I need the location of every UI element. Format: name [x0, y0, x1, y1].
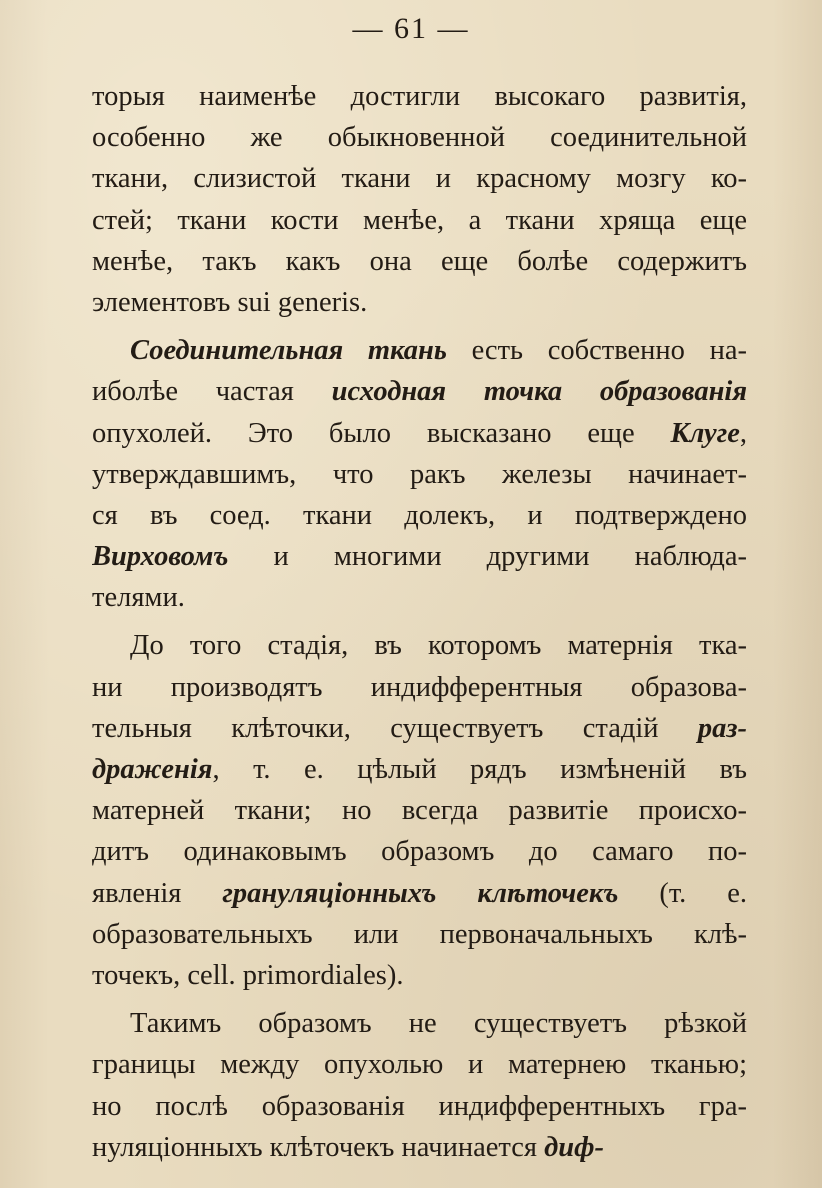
text-line — [92, 914, 747, 955]
text-line — [92, 873, 747, 914]
text-line — [92, 76, 747, 117]
text-segment: матерней ткани; но всегда развитіе происхо- — [92, 795, 747, 827]
text-line — [92, 790, 747, 831]
emphasized-text: Соединительная ткань — [130, 335, 447, 367]
emphasized-text: исходная точка образованія — [331, 376, 747, 408]
text-line — [92, 831, 747, 872]
text-segment: , — [739, 417, 747, 449]
text-line — [92, 625, 747, 666]
emphasized-text: Клуге — [670, 417, 740, 449]
text-segment: ткани, слизистой ткани и красному мозгу ко- — [92, 163, 747, 195]
text-line — [92, 749, 747, 790]
body-text — [92, 76, 747, 1168]
text-line — [92, 1003, 747, 1044]
text-segment: тельныя клѣточки, существуетъ стадій — [92, 712, 698, 744]
emphasized-text: драженія — [92, 754, 213, 785]
paragraph — [92, 76, 747, 323]
text-segment: особенно же обыкновенной соединительной — [92, 122, 747, 154]
text-segment: нуляціонныхъ клѣточекъ начинается — [92, 1131, 545, 1163]
text-line — [92, 282, 747, 323]
text-segment: менѣе, такъ какъ она еще болѣе содержитъ — [92, 245, 747, 277]
text-line — [92, 667, 747, 708]
text-line — [92, 241, 747, 282]
emphasized-text: диф- — [544, 1131, 604, 1163]
paragraph — [92, 1003, 747, 1168]
text-segment: До того стадія, въ которомъ матернія тка- — [130, 630, 747, 662]
text-segment: образовательныхъ или первоначальныхъ клѣ- — [92, 918, 747, 950]
text-segment: точекъ, cell. primordiales). — [92, 959, 404, 991]
paragraph — [92, 625, 747, 996]
text-line — [92, 117, 747, 158]
text-segment: торыя наименѣе достигли высокаго развитія, — [92, 81, 747, 112]
text-segment: иболѣе частая — [92, 376, 332, 408]
text-segment: дитъ одинаковымъ образомъ до самаго по- — [92, 836, 747, 868]
text-line — [92, 495, 747, 536]
text-line — [92, 454, 747, 495]
text-segment: телями. — [92, 582, 185, 614]
emphasized-text: грануляціонныхъ клѣточекъ — [222, 877, 619, 909]
text-line — [92, 371, 747, 412]
text-line — [92, 1127, 747, 1168]
text-line — [92, 708, 747, 749]
paragraph-gap — [92, 618, 747, 625]
text-line — [92, 413, 747, 454]
text-segment: , т. е. цѣлый рядъ измѣненій въ — [212, 754, 747, 785]
text-segment: Такимъ образомъ не существуетъ рѣзкой — [130, 1008, 747, 1040]
text-segment: (т. е. — [618, 877, 747, 909]
paragraph-gap — [92, 323, 747, 330]
text-line — [92, 330, 747, 371]
text-segment: явленія — [92, 877, 223, 909]
text-line — [92, 955, 747, 996]
page-number: — 61 — — [352, 12, 470, 45]
text-segment: границы между опухолью и матернею тканью; — [92, 1049, 747, 1081]
text-line — [92, 200, 747, 241]
text-segment: утверждавшимъ, что ракъ железы начинает- — [92, 458, 747, 490]
text-segment: ся въ соед. ткани долекъ, и подтверждено — [92, 499, 747, 531]
text-segment: но послѣ образованія индифферентныхъ гра- — [92, 1090, 747, 1122]
paragraph-gap — [92, 996, 747, 1003]
text-segment: опухолей. Это было высказано еще — [92, 417, 671, 449]
text-line — [92, 536, 747, 577]
text-segment: и многими другими наблюда- — [228, 541, 747, 573]
text-line — [92, 158, 747, 199]
text-segment: элементовъ sui generis. — [92, 286, 368, 318]
text-segment: стей; ткани кости менѣе, а ткани хряща еще — [92, 204, 747, 236]
text-line — [92, 1044, 747, 1085]
paragraph — [92, 330, 747, 618]
text-segment: есть собственно на- — [446, 335, 747, 367]
text-line — [92, 577, 747, 618]
text-line — [92, 1086, 747, 1127]
emphasized-text: Вирховомъ — [92, 541, 229, 573]
text-segment: ни производятъ индифферентныя образова- — [92, 671, 747, 703]
emphasized-text: раз- — [697, 712, 747, 744]
